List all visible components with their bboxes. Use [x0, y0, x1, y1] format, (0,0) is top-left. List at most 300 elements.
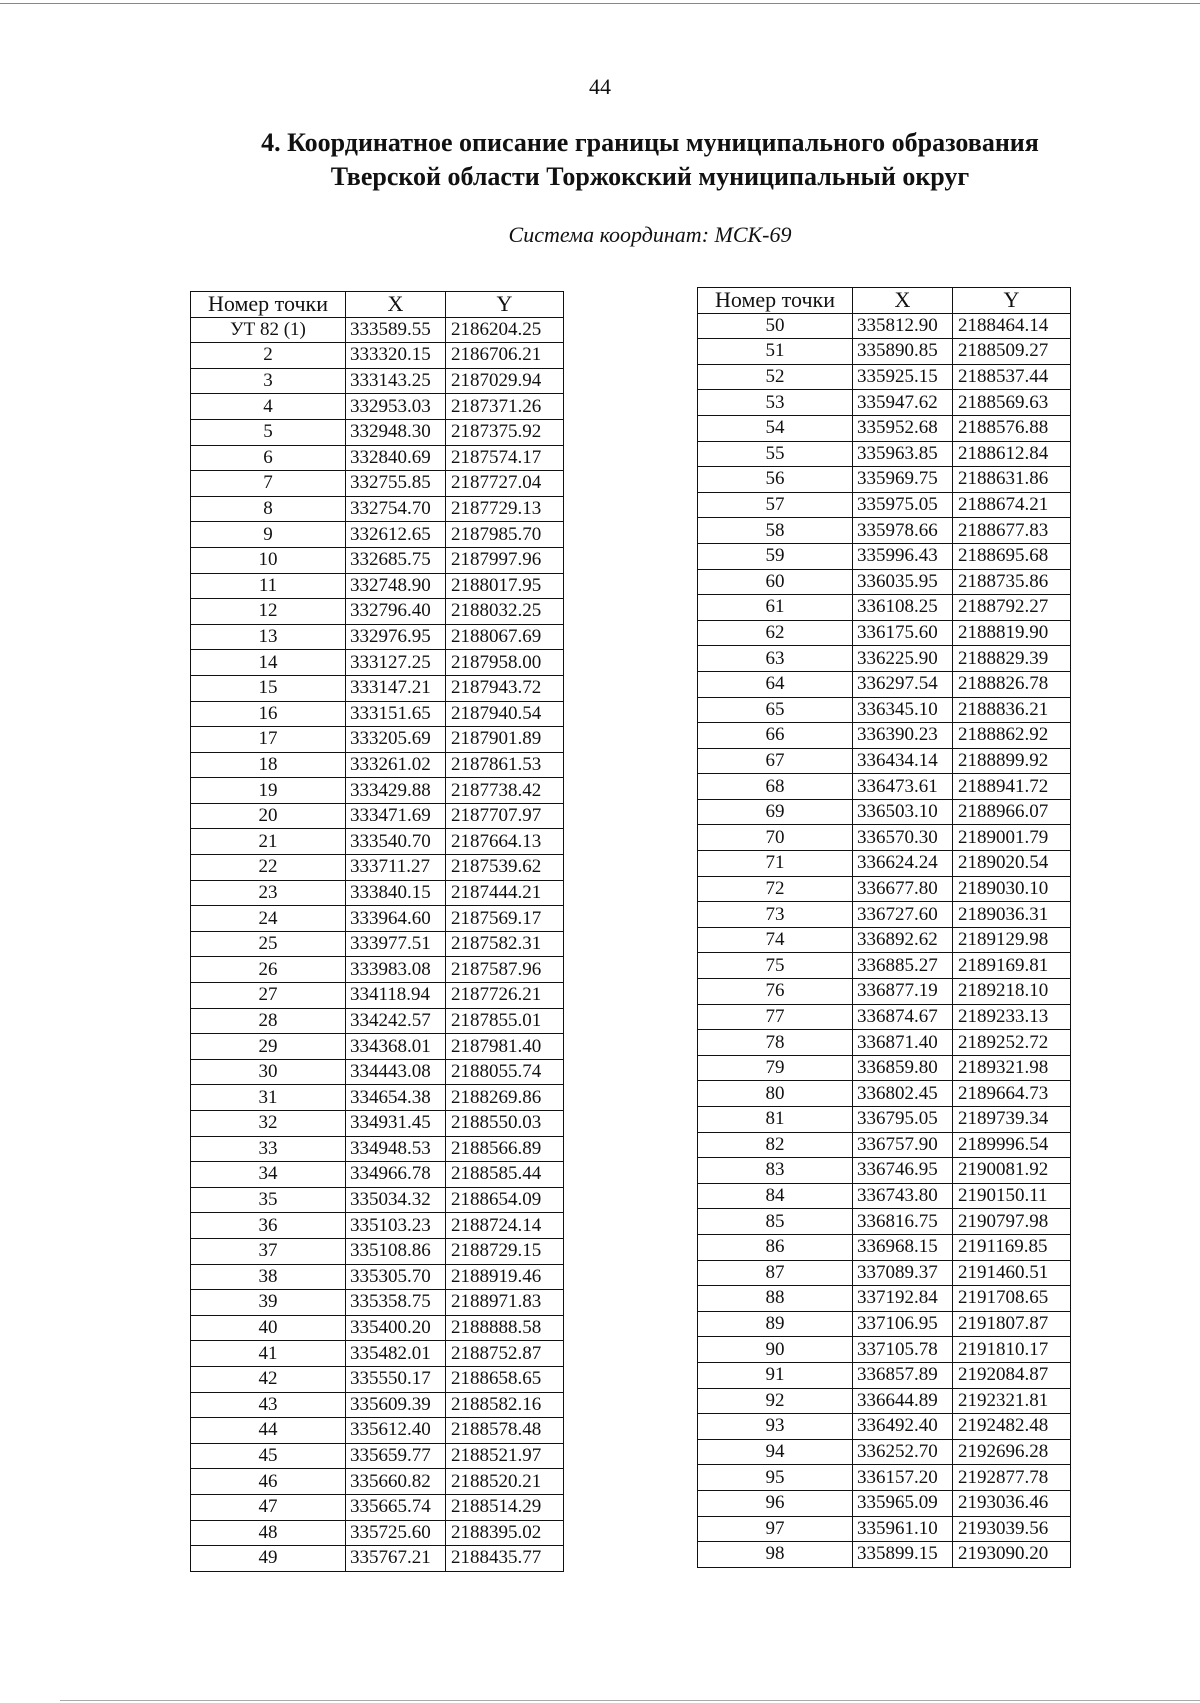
table-row [191, 624, 564, 650]
point-number-cell: 84 [698, 1183, 853, 1209]
table-row [191, 906, 564, 932]
y-coordinate-cell: 2188677.83 [953, 518, 1071, 544]
x-coordinate-cell: 333589.55 [346, 317, 446, 343]
point-number-cell: 98 [698, 1542, 853, 1568]
x-coordinate-cell: 335400.20 [346, 1315, 446, 1341]
point-number-cell: 56 [698, 467, 853, 493]
x-coordinate-cell: 335482.01 [346, 1341, 446, 1367]
point-number-cell: 55 [698, 441, 853, 467]
x-coordinate-cell: 336877.19 [853, 979, 953, 1005]
x-coordinate-cell: 336503.10 [853, 799, 953, 825]
y-coordinate-cell: 2186706.21 [446, 343, 564, 369]
table-row [191, 650, 564, 676]
point-number-cell: 33 [191, 1136, 346, 1162]
y-coordinate-cell: 2187855.01 [446, 1008, 564, 1034]
table-body-left [191, 317, 564, 1571]
y-coordinate-cell: 2187861.53 [446, 752, 564, 778]
point-number-cell: 54 [698, 415, 853, 441]
y-coordinate-cell: 2189233.13 [953, 1004, 1071, 1030]
x-coordinate-cell: 333540.70 [346, 829, 446, 855]
y-coordinate-cell: 2187958.00 [446, 650, 564, 676]
y-coordinate-cell: 2188966.07 [953, 799, 1071, 825]
table-row [191, 1136, 564, 1162]
y-coordinate-cell: 2190150.11 [953, 1183, 1071, 1209]
table-row [698, 876, 1071, 902]
coordinates-table-right [697, 287, 1071, 1568]
y-coordinate-cell: 2192482.48 [953, 1414, 1071, 1440]
y-coordinate-cell: 2193039.56 [953, 1516, 1071, 1542]
point-number-cell: 75 [698, 953, 853, 979]
table-row [191, 1443, 564, 1469]
y-coordinate-cell: 2187997.96 [446, 547, 564, 573]
x-coordinate-cell: 335034.32 [346, 1187, 446, 1213]
y-coordinate-cell: 2189169.81 [953, 953, 1071, 979]
y-coordinate-cell: 2188658.65 [446, 1366, 564, 1392]
x-coordinate-cell: 333471.69 [346, 803, 446, 829]
y-coordinate-cell: 2187444.21 [446, 880, 564, 906]
x-coordinate-cell: 337106.95 [853, 1311, 953, 1337]
x-coordinate-cell: 336727.60 [853, 902, 953, 928]
point-number-cell: 36 [191, 1213, 346, 1239]
point-number-cell: 70 [698, 825, 853, 851]
y-coordinate-cell: 2187587.96 [446, 957, 564, 983]
table-row [191, 1520, 564, 1546]
table-row [698, 467, 1071, 493]
point-number-cell: 32 [191, 1111, 346, 1137]
point-number-cell: 28 [191, 1008, 346, 1034]
y-coordinate-cell: 2192877.78 [953, 1465, 1071, 1491]
x-coordinate-cell: 333977.51 [346, 931, 446, 957]
y-coordinate-cell: 2188919.46 [446, 1264, 564, 1290]
x-coordinate-cell: 336434.14 [853, 748, 953, 774]
table-row [191, 1162, 564, 1188]
y-coordinate-cell: 2189321.98 [953, 1055, 1071, 1081]
y-coordinate-cell: 2188566.89 [446, 1136, 564, 1162]
table-row [698, 1465, 1071, 1491]
table-header-row [698, 288, 1071, 314]
point-number-cell: 8 [191, 496, 346, 522]
x-coordinate-cell: 335108.86 [346, 1238, 446, 1264]
table-row [191, 1111, 564, 1137]
table-row [698, 390, 1071, 416]
table-row [191, 1213, 564, 1239]
table-row [191, 368, 564, 394]
y-coordinate-cell: 2189252.72 [953, 1030, 1071, 1056]
x-coordinate-cell: 334443.08 [346, 1059, 446, 1085]
y-coordinate-cell: 2188631.86 [953, 467, 1071, 493]
point-number-cell: 85 [698, 1209, 853, 1235]
point-number-cell: 22 [191, 855, 346, 881]
y-coordinate-cell: 2188899.92 [953, 748, 1071, 774]
point-number-cell: 3 [191, 368, 346, 394]
table-row [698, 1439, 1071, 1465]
table-row [191, 1341, 564, 1367]
y-coordinate-cell: 2188514.29 [446, 1494, 564, 1520]
x-coordinate-cell: 334966.78 [346, 1162, 446, 1188]
table-row [191, 496, 564, 522]
y-coordinate-cell: 2189996.54 [953, 1132, 1071, 1158]
point-number-cell: 80 [698, 1081, 853, 1107]
point-number-cell: 53 [698, 390, 853, 416]
table-row [191, 1187, 564, 1213]
y-coordinate-cell: 2189739.34 [953, 1107, 1071, 1133]
x-coordinate-cell: 336746.95 [853, 1158, 953, 1184]
x-coordinate-cell: 336968.15 [853, 1234, 953, 1260]
y-coordinate-cell: 2188582.16 [446, 1392, 564, 1418]
x-coordinate-cell: 335550.17 [346, 1366, 446, 1392]
point-number-cell: 34 [191, 1162, 346, 1188]
y-coordinate-cell: 2187664.13 [446, 829, 564, 855]
table-body-right [698, 313, 1071, 1567]
x-coordinate-cell: 337105.78 [853, 1337, 953, 1363]
coordinate-system-label: Система координат: МСК-69 [508, 222, 792, 247]
table-row [698, 1414, 1071, 1440]
x-coordinate-cell: 335961.10 [853, 1516, 953, 1542]
point-number-cell: 87 [698, 1260, 853, 1286]
y-coordinate-cell: 2188435.77 [446, 1546, 564, 1572]
table-row [191, 1059, 564, 1085]
table-row [191, 547, 564, 573]
table-row [191, 1546, 564, 1572]
point-number-cell: 76 [698, 979, 853, 1005]
point-number-cell: 81 [698, 1107, 853, 1133]
table-row [698, 697, 1071, 723]
x-coordinate-cell: 334948.53 [346, 1136, 446, 1162]
table-row [698, 902, 1071, 928]
point-number-cell: 63 [698, 646, 853, 672]
y-coordinate-cell: 2188752.87 [446, 1341, 564, 1367]
table-row [698, 1081, 1071, 1107]
x-coordinate-cell: 332748.90 [346, 573, 446, 599]
x-coordinate-cell: 336297.54 [853, 671, 953, 697]
y-coordinate-cell: 2188829.39 [953, 646, 1071, 672]
x-coordinate-cell: 335975.05 [853, 492, 953, 518]
table-row [191, 957, 564, 983]
top-rule [0, 3, 1200, 4]
x-coordinate-cell: 336859.80 [853, 1055, 953, 1081]
table-row [191, 1085, 564, 1111]
point-number-cell: 17 [191, 727, 346, 753]
x-coordinate-cell: 336035.95 [853, 569, 953, 595]
y-coordinate-cell: 2191460.51 [953, 1260, 1071, 1286]
point-number-cell: 49 [191, 1546, 346, 1572]
header-y: Y [446, 292, 564, 318]
x-coordinate-cell: 335659.77 [346, 1443, 446, 1469]
table-row [191, 317, 564, 343]
point-number-cell: 69 [698, 799, 853, 825]
y-coordinate-cell: 2187569.17 [446, 906, 564, 932]
table-row [698, 851, 1071, 877]
y-coordinate-cell: 2190081.92 [953, 1158, 1071, 1184]
point-number-cell: 95 [698, 1465, 853, 1491]
table-row [698, 723, 1071, 749]
point-number-cell: 71 [698, 851, 853, 877]
x-coordinate-cell: 336871.40 [853, 1030, 953, 1056]
header-point-number: Номер точки [191, 292, 346, 318]
y-coordinate-cell: 2188674.21 [953, 492, 1071, 518]
point-number-cell: 43 [191, 1392, 346, 1418]
y-coordinate-cell: 2187943.72 [446, 675, 564, 701]
point-number-cell: 37 [191, 1238, 346, 1264]
table-row [191, 675, 564, 701]
table-row [698, 953, 1071, 979]
table-row [698, 1490, 1071, 1516]
point-number-cell: 38 [191, 1264, 346, 1290]
x-coordinate-cell: 336857.89 [853, 1362, 953, 1388]
table-row [698, 1107, 1071, 1133]
y-coordinate-cell: 2191708.65 [953, 1286, 1071, 1312]
point-number-cell: 73 [698, 902, 853, 928]
y-coordinate-cell: 2188836.21 [953, 697, 1071, 723]
table-row [698, 620, 1071, 646]
table-row [698, 1030, 1071, 1056]
point-number-cell: 12 [191, 599, 346, 625]
point-number-cell: 19 [191, 778, 346, 804]
point-number-cell: 88 [698, 1286, 853, 1312]
y-coordinate-cell: 2187375.92 [446, 419, 564, 445]
y-coordinate-cell: 2188735.86 [953, 569, 1071, 595]
table-row [191, 727, 564, 753]
x-coordinate-cell: 334368.01 [346, 1034, 446, 1060]
x-coordinate-cell: 333205.69 [346, 727, 446, 753]
point-number-cell: 16 [191, 701, 346, 727]
table-row [191, 599, 564, 625]
y-coordinate-cell: 2188941.72 [953, 774, 1071, 800]
x-coordinate-cell: 333143.25 [346, 368, 446, 394]
table-row [191, 1392, 564, 1418]
point-number-cell: 6 [191, 445, 346, 471]
point-number-cell: 58 [698, 518, 853, 544]
point-number-cell: 26 [191, 957, 346, 983]
x-coordinate-cell: 336644.89 [853, 1388, 953, 1414]
point-number-cell: 72 [698, 876, 853, 902]
x-coordinate-cell: 335725.60 [346, 1520, 446, 1546]
point-number-cell: 21 [191, 829, 346, 855]
x-coordinate-cell: 335890.85 [853, 339, 953, 365]
table-row [698, 1516, 1071, 1542]
x-coordinate-cell: 333711.27 [346, 855, 446, 881]
y-coordinate-cell: 2189664.73 [953, 1081, 1071, 1107]
x-coordinate-cell: 336757.90 [853, 1132, 953, 1158]
y-coordinate-cell: 2187738.42 [446, 778, 564, 804]
table-row [698, 799, 1071, 825]
header-x: X [853, 288, 953, 314]
x-coordinate-cell: 335899.15 [853, 1542, 953, 1568]
page-title [130, 126, 1170, 194]
x-coordinate-cell: 336345.10 [853, 697, 953, 723]
y-coordinate-cell: 2192321.81 [953, 1388, 1071, 1414]
point-number-cell: 11 [191, 573, 346, 599]
y-coordinate-cell: 2187707.97 [446, 803, 564, 829]
point-number-cell: 40 [191, 1315, 346, 1341]
point-number-cell: 91 [698, 1362, 853, 1388]
x-coordinate-cell: 336252.70 [853, 1439, 953, 1465]
y-coordinate-cell: 2188576.88 [953, 415, 1071, 441]
x-coordinate-cell: 334654.38 [346, 1085, 446, 1111]
bottom-rule [60, 1700, 1200, 1701]
point-number-cell: 97 [698, 1516, 853, 1542]
x-coordinate-cell: 336892.62 [853, 927, 953, 953]
x-coordinate-cell: 333261.02 [346, 752, 446, 778]
point-number-cell: 41 [191, 1341, 346, 1367]
y-coordinate-cell: 2188395.02 [446, 1520, 564, 1546]
y-coordinate-cell: 2191169.85 [953, 1234, 1071, 1260]
y-coordinate-cell: 2188269.86 [446, 1085, 564, 1111]
table-row [191, 394, 564, 420]
table-row [191, 1366, 564, 1392]
y-coordinate-cell: 2188017.95 [446, 573, 564, 599]
x-coordinate-cell: 336802.45 [853, 1081, 953, 1107]
table-row [698, 1388, 1071, 1414]
point-number-cell: 68 [698, 774, 853, 800]
point-number-cell: 39 [191, 1290, 346, 1316]
point-number-cell: 93 [698, 1414, 853, 1440]
point-number-cell: 66 [698, 723, 853, 749]
point-number-cell: 57 [698, 492, 853, 518]
table-row [698, 825, 1071, 851]
x-coordinate-cell: 336390.23 [853, 723, 953, 749]
x-coordinate-cell: 335996.43 [853, 543, 953, 569]
page-number: 44 [589, 74, 611, 99]
table-row [698, 1260, 1071, 1286]
x-coordinate-cell: 334931.45 [346, 1111, 446, 1137]
x-coordinate-cell: 334118.94 [346, 983, 446, 1009]
x-coordinate-cell: 333151.65 [346, 701, 446, 727]
y-coordinate-cell: 2188585.44 [446, 1162, 564, 1188]
point-number-cell: 31 [191, 1085, 346, 1111]
y-coordinate-cell: 2188792.27 [953, 595, 1071, 621]
y-coordinate-cell: 2188971.83 [446, 1290, 564, 1316]
table-row [698, 1311, 1071, 1337]
point-number-cell: 89 [698, 1311, 853, 1337]
point-number-cell: 94 [698, 1439, 853, 1465]
table-row [191, 1264, 564, 1290]
point-number-cell: 4 [191, 394, 346, 420]
table-row [191, 471, 564, 497]
x-coordinate-cell: 332755.85 [346, 471, 446, 497]
x-coordinate-cell: 336743.80 [853, 1183, 953, 1209]
x-coordinate-cell: 333127.25 [346, 650, 446, 676]
table-row [191, 1238, 564, 1264]
point-number-cell: 24 [191, 906, 346, 932]
table-row [191, 1469, 564, 1495]
x-coordinate-cell: 335103.23 [346, 1213, 446, 1239]
y-coordinate-cell: 2191810.17 [953, 1337, 1071, 1363]
point-number-cell: 9 [191, 522, 346, 548]
point-number-cell: 5 [191, 419, 346, 445]
table-row [191, 1034, 564, 1060]
point-number-cell: 42 [191, 1366, 346, 1392]
x-coordinate-cell: 336473.61 [853, 774, 953, 800]
x-coordinate-cell: 335952.68 [853, 415, 953, 441]
y-coordinate-cell: 2187940.54 [446, 701, 564, 727]
table-row [191, 419, 564, 445]
x-coordinate-cell: 332840.69 [346, 445, 446, 471]
x-coordinate-cell: 336492.40 [853, 1414, 953, 1440]
x-coordinate-cell: 333320.15 [346, 343, 446, 369]
x-coordinate-cell: 333964.60 [346, 906, 446, 932]
x-coordinate-cell: 332976.95 [346, 624, 446, 650]
header-y: Y [953, 288, 1071, 314]
point-number-cell: 51 [698, 339, 853, 365]
x-coordinate-cell: 335358.75 [346, 1290, 446, 1316]
x-coordinate-cell: 336157.20 [853, 1465, 953, 1491]
point-number-cell: 44 [191, 1418, 346, 1444]
x-coordinate-cell: 335925.15 [853, 364, 953, 390]
y-coordinate-cell: 2187371.26 [446, 394, 564, 420]
point-number-cell: 15 [191, 675, 346, 701]
y-coordinate-cell: 2188724.14 [446, 1213, 564, 1239]
table-row [698, 646, 1071, 672]
y-coordinate-cell: 2186204.25 [446, 317, 564, 343]
title-line-1: 4. Координатное описание границы муниципального образования [261, 128, 1039, 157]
y-coordinate-cell: 2188826.78 [953, 671, 1071, 697]
point-number-cell: 47 [191, 1494, 346, 1520]
table-row [698, 595, 1071, 621]
point-number-cell: 35 [191, 1187, 346, 1213]
table-row [698, 1132, 1071, 1158]
point-number-cell: 83 [698, 1158, 853, 1184]
point-number-cell: 60 [698, 569, 853, 595]
point-number-cell: 79 [698, 1055, 853, 1081]
point-number-cell: 45 [191, 1443, 346, 1469]
y-coordinate-cell: 2188612.84 [953, 441, 1071, 467]
y-coordinate-cell: 2189030.10 [953, 876, 1071, 902]
y-coordinate-cell: 2188032.25 [446, 599, 564, 625]
table-row [191, 343, 564, 369]
point-number-cell: 61 [698, 595, 853, 621]
table-row [698, 339, 1071, 365]
y-coordinate-cell: 2188578.48 [446, 1418, 564, 1444]
point-number-cell: УТ 82 (1) [191, 317, 346, 343]
y-coordinate-cell: 2189129.98 [953, 927, 1071, 953]
table-row [698, 1286, 1071, 1312]
table-row [698, 927, 1071, 953]
table-row [191, 445, 564, 471]
table-row [698, 1362, 1071, 1388]
x-coordinate-cell: 335978.66 [853, 518, 953, 544]
y-coordinate-cell: 2188729.15 [446, 1238, 564, 1264]
x-coordinate-cell: 336795.05 [853, 1107, 953, 1133]
x-coordinate-cell: 335609.39 [346, 1392, 446, 1418]
table-row [191, 880, 564, 906]
header-x: X [346, 292, 446, 318]
y-coordinate-cell: 2187574.17 [446, 445, 564, 471]
point-number-cell: 14 [191, 650, 346, 676]
table-row [698, 1183, 1071, 1209]
y-coordinate-cell: 2187985.70 [446, 522, 564, 548]
table-row [698, 774, 1071, 800]
y-coordinate-cell: 2187582.31 [446, 931, 564, 957]
table-row [191, 1418, 564, 1444]
point-number-cell: 30 [191, 1059, 346, 1085]
point-number-cell: 20 [191, 803, 346, 829]
y-coordinate-cell: 2188067.69 [446, 624, 564, 650]
table-row [191, 573, 564, 599]
y-coordinate-cell: 2187539.62 [446, 855, 564, 881]
point-number-cell: 50 [698, 313, 853, 339]
x-coordinate-cell: 336225.90 [853, 646, 953, 672]
table-row [698, 1234, 1071, 1260]
x-coordinate-cell: 335963.85 [853, 441, 953, 467]
table-row [698, 364, 1071, 390]
y-coordinate-cell: 2188055.74 [446, 1059, 564, 1085]
x-coordinate-cell: 335969.75 [853, 467, 953, 493]
y-coordinate-cell: 2188537.44 [953, 364, 1071, 390]
y-coordinate-cell: 2187726.21 [446, 983, 564, 1009]
x-coordinate-cell: 335767.21 [346, 1546, 446, 1572]
table-row [698, 492, 1071, 518]
